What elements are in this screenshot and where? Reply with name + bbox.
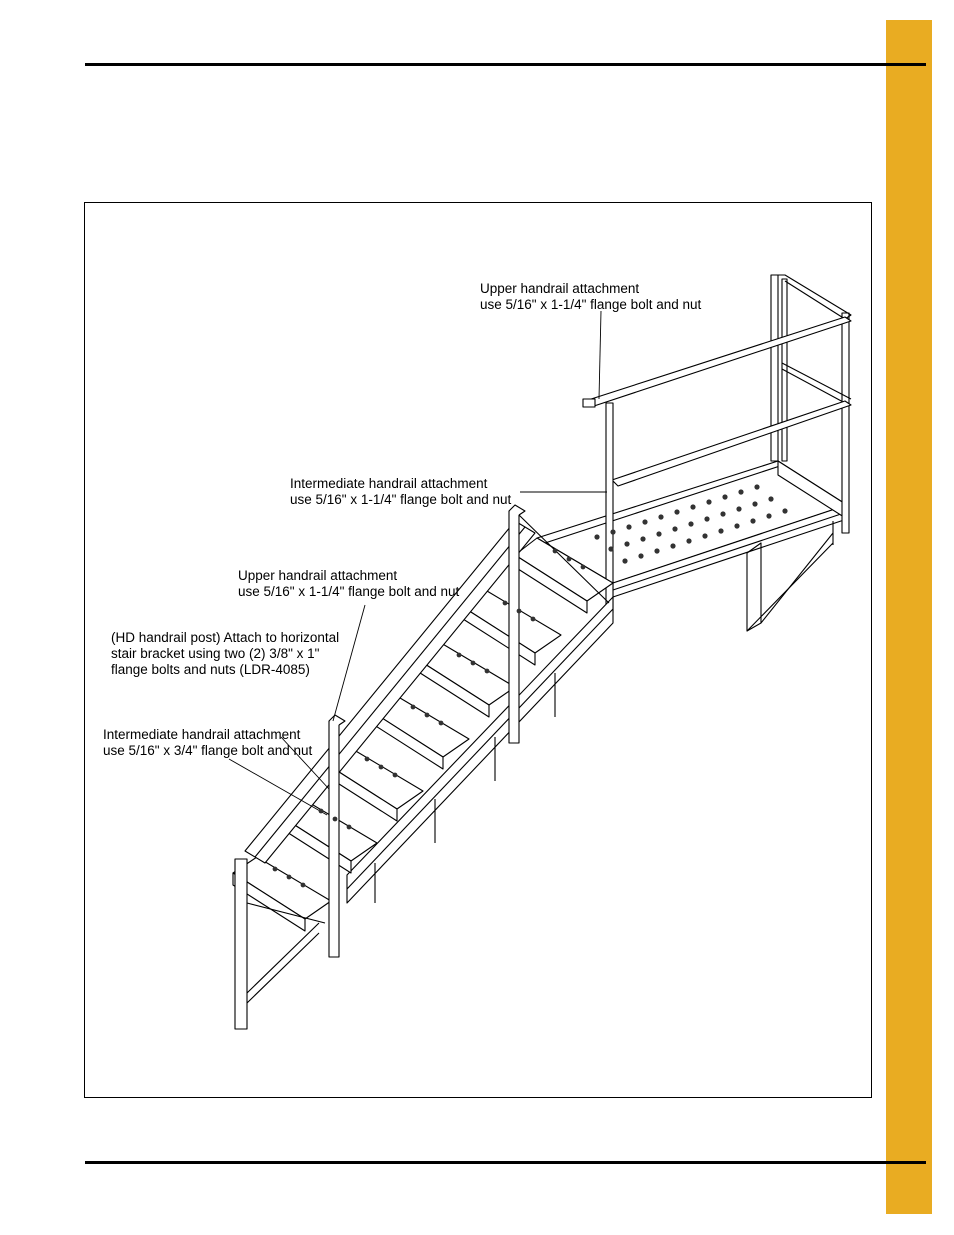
footer-rule	[85, 1161, 926, 1164]
callout-text: Upper handrail attachment	[480, 281, 640, 296]
callout-intermediate-handrail-upper	[290, 476, 511, 508]
stair-assembly-figure	[84, 202, 872, 1098]
callout-text: (HD handrail post) Attach to horizontal	[111, 630, 340, 645]
callout-text: Intermediate handrail attachment	[103, 727, 301, 742]
callout-intermediate-handrail-lower	[103, 727, 312, 759]
header-rule	[85, 63, 926, 66]
section-tab	[886, 20, 932, 1214]
callout-text: stair bracket using two (2) 3/8" x 1"	[111, 646, 320, 661]
stair-stringer-right	[347, 597, 613, 903]
callout-upper-handrail-right	[480, 281, 701, 313]
callout-text: use 5/16" x 1-1/4" flange bolt and nut	[290, 492, 512, 507]
callout-text: Intermediate handrail attachment	[290, 476, 488, 491]
callout-text: use 5/16" x 3/4" flange bolt and nut	[103, 743, 313, 758]
callout-hd-handrail-post	[111, 630, 339, 678]
callout-text: use 5/16" x 1-1/4" flange bolt and nut	[480, 297, 702, 312]
callout-text: use 5/16" x 1-1/4" flange bolt and nut	[238, 584, 460, 599]
callout-text: Upper handrail attachment	[238, 568, 398, 583]
callout-text: flange bolts and nuts (LDR-4085)	[111, 662, 310, 677]
callout-upper-handrail-left	[238, 568, 459, 600]
